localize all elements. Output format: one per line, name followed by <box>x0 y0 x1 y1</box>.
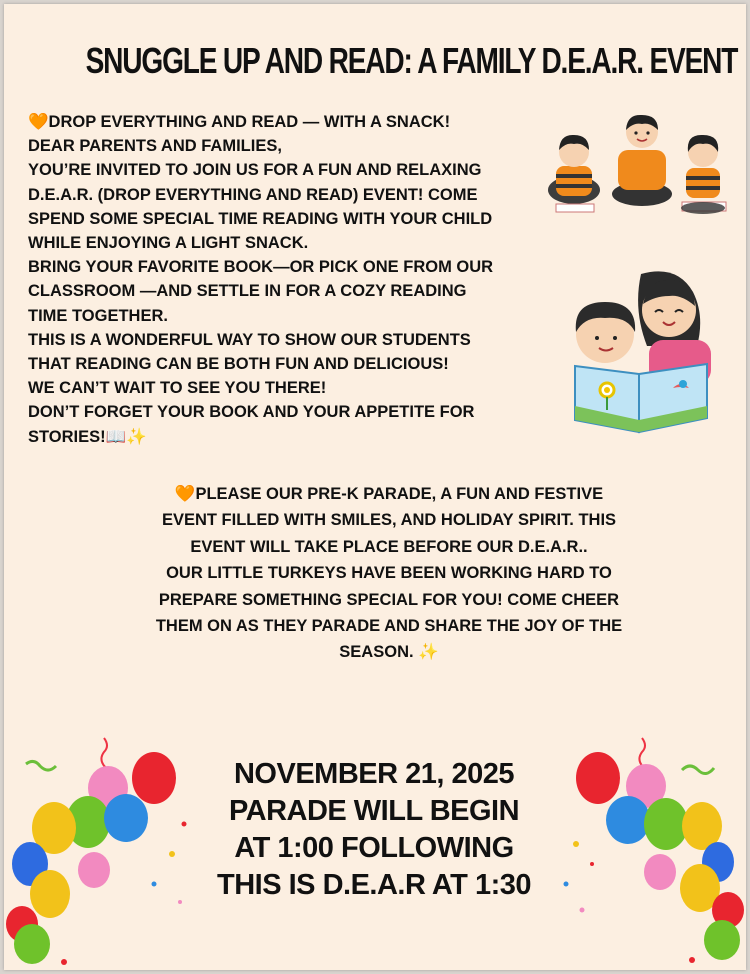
heart-icon: 🧡 <box>174 485 196 503</box>
parade-line-3: EVENT WILL TAKE PLACE BEFORE OUR D.E.A.R.. <box>190 537 588 556</box>
intro-line-13: DON’T FORGET YOUR BOOK AND YOUR APPETITE FOR <box>28 403 475 422</box>
parade-line-2: EVENT FILLED WITH SMILES, AND HOLIDAY SPIRIT. THIS <box>161 511 617 530</box>
intro-line-4: D.E.A.R. (DROP EVERYTHING AND READ) EVENT! COME <box>28 185 478 204</box>
parade-line-1: 🧡PLEASE OUR PRE-K PARADE, A FUN AND FESTIVE <box>174 485 604 503</box>
intro-line-5: SPEND SOME SPECIAL TIME READING WITH YOUR CHILD <box>28 209 493 228</box>
parade-line-4: OUR LITTLE TURKEYS HAVE BEEN WORKING HARD TO <box>166 564 612 583</box>
kid-right-icon <box>681 135 726 214</box>
parade-time: AT 1:00 FOLLOWING <box>234 832 514 864</box>
intro-line-10: THIS IS A WONDERFUL WAY TO SHOW OUR STUDENTS <box>28 330 471 349</box>
parade-line-7: SEASON. ✨ <box>339 643 439 662</box>
intro-line-2: DEAR PARENTS AND FAMILIES, <box>28 137 282 156</box>
heart-icon: 🧡 <box>28 113 49 131</box>
intro-text <box>28 110 558 449</box>
kid-middle-icon <box>612 115 672 206</box>
intro-line-8: CLASSROOM —AND SETTLE IN FOR A COZY READING <box>28 282 467 301</box>
page-title: SNUGGLE UP AND READ: A FAMILY D.E.A.R. EVENT <box>85 40 738 81</box>
dear-time: THIS IS D.E.A.R AT 1:30 <box>217 869 531 901</box>
intro-line-1: 🧡DROP EVERYTHING AND READ — WITH A SNACK! <box>28 113 451 131</box>
intro-line-14: STORIES!📖✨ <box>28 427 147 446</box>
intro-line-6: WHILE ENJOYING A LIGHT SNACK. <box>28 234 309 253</box>
schedule-block <box>164 756 584 904</box>
event-date: NOVEMBER 21, 2025 <box>233 758 514 790</box>
intro-line-9: TIME TOGETHER. <box>28 306 168 325</box>
kids-reading-illustration <box>544 108 734 220</box>
parade-text <box>104 481 674 666</box>
intro-line-3: YOU’RE INVITED TO JOIN US FOR A FUN AND RELAXING <box>28 161 482 180</box>
parade-line-6: THEM ON AS THEY PARADE AND SHARE THE JOY OF THE <box>155 617 623 636</box>
parade-start: PARADE WILL BEGIN <box>228 795 520 827</box>
flyer-page <box>4 4 746 970</box>
intro-line-11: THAT READING CAN BE BOTH FUN AND DELICIOUS! <box>28 355 449 374</box>
intro-line-7: BRING YOUR FAVORITE BOOK—OR PICK ONE FROM OUR <box>28 258 494 277</box>
intro-line-12: WE CAN’T WAIT TO SEE YOU THERE! <box>28 379 327 398</box>
mother-child-reading-illustration <box>569 260 719 436</box>
parade-line-5: PREPARE SOMETHING SPECIAL FOR YOU! COME CHEER <box>158 590 620 609</box>
